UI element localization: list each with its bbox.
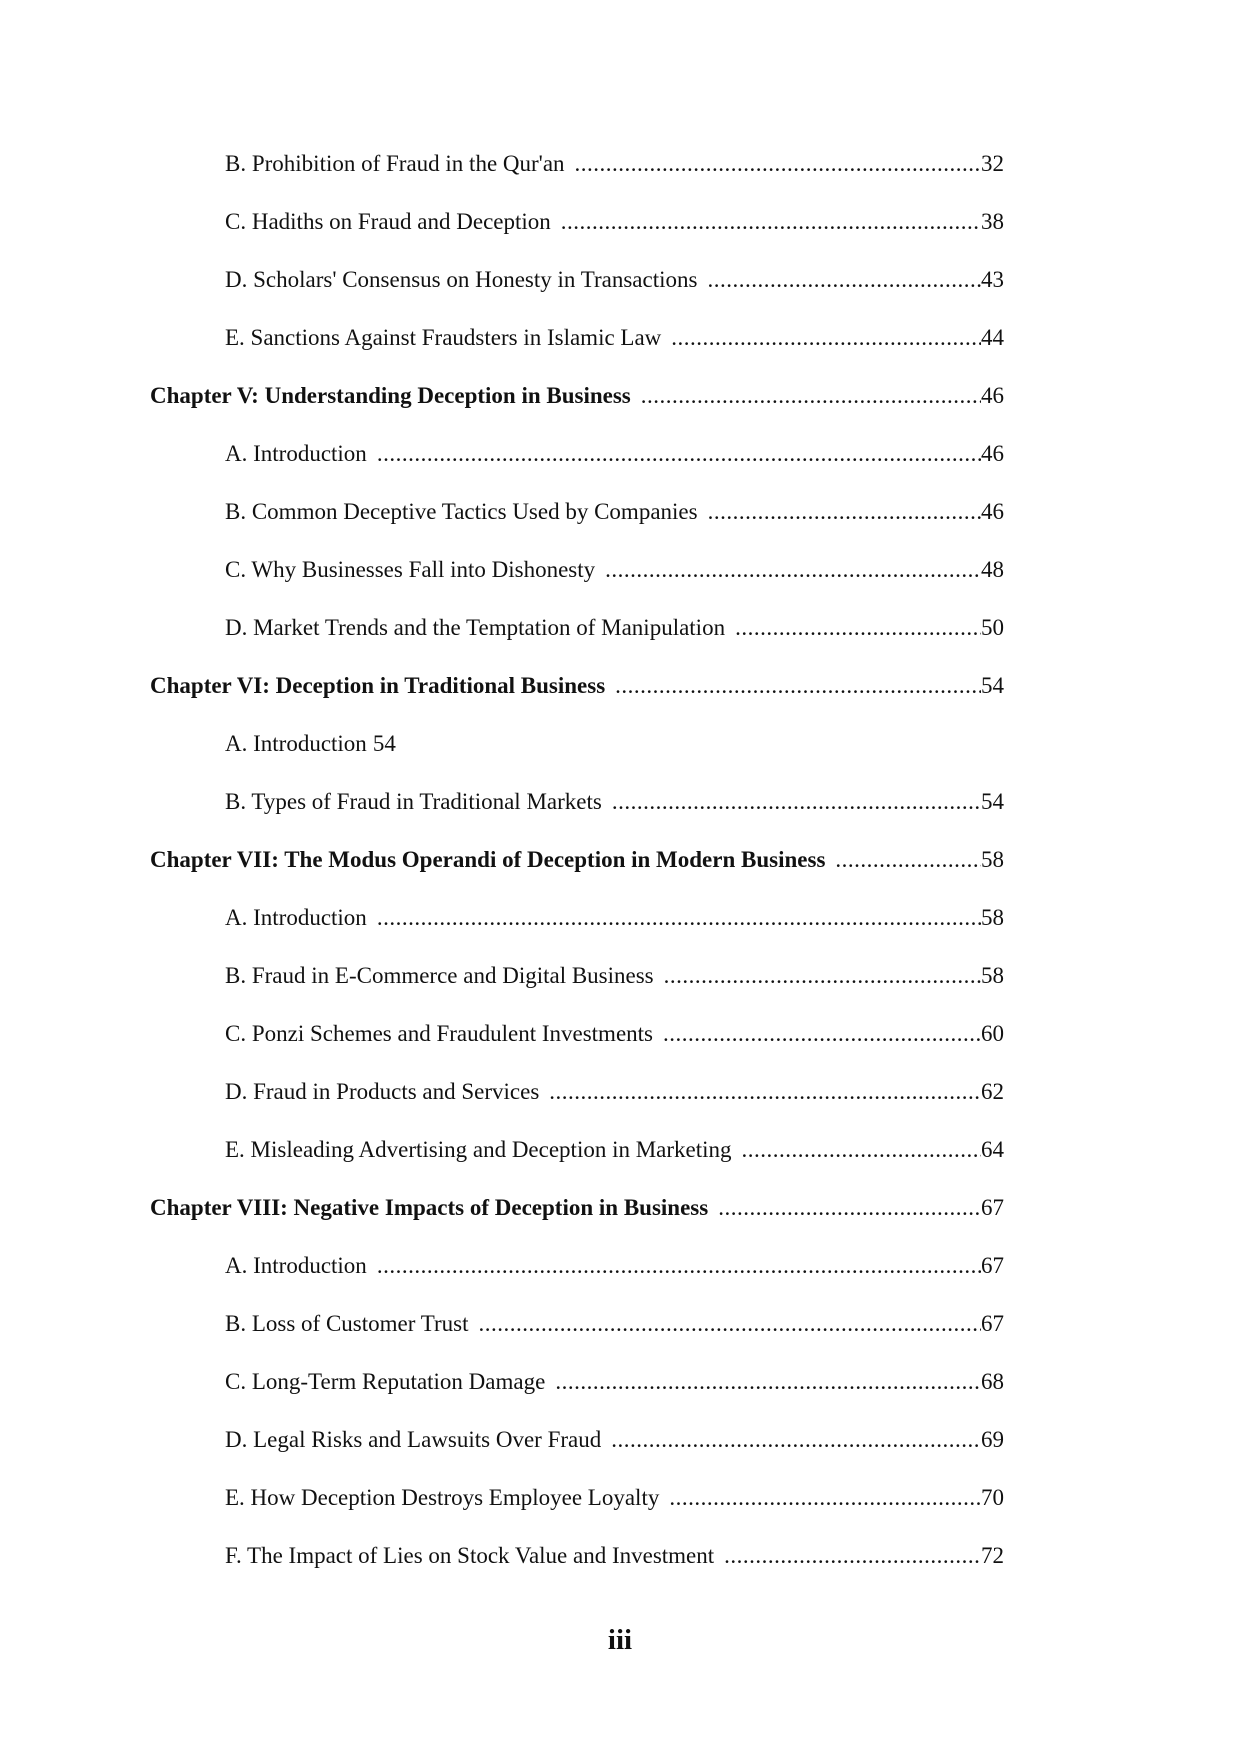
toc-entry-title: B. Loss of Customer Trust	[225, 1311, 469, 1336]
dot-leader	[612, 786, 981, 818]
toc-entry-page: 44	[981, 325, 1004, 350]
toc-entry-page: 46	[981, 383, 1004, 408]
toc-entry-title: B. Types of Fraud in Traditional Markets	[225, 789, 602, 814]
toc-entry	[225, 264, 1004, 296]
dot-leader	[663, 1018, 981, 1050]
dot-leader	[707, 264, 981, 296]
toc-entry-title: A. Introduction	[225, 731, 367, 756]
toc-entry-page: 58	[981, 905, 1004, 930]
toc-entry	[225, 960, 1004, 992]
toc-entry-title: A. Introduction	[225, 1253, 367, 1278]
toc-entry-title: C. Why Businesses Fall into Dishonesty	[225, 557, 596, 582]
toc-entry	[225, 786, 1004, 818]
toc-entry-title: C. Hadiths on Fraud and Deception	[225, 209, 551, 234]
toc-entry	[225, 1366, 1004, 1398]
toc-entry	[225, 438, 1004, 470]
toc-entry-page: 54	[981, 789, 1004, 814]
toc-entry-page: 46	[981, 441, 1004, 466]
toc-entry-title: C. Ponzi Schemes and Fraudulent Investments	[225, 1021, 653, 1046]
toc-entry	[225, 1018, 1004, 1050]
toc-chapter-entry	[150, 380, 1004, 412]
toc-entry-page: 43	[981, 267, 1004, 292]
toc-entry-page: 72	[981, 1543, 1004, 1568]
toc-entry	[225, 554, 1004, 586]
toc-entry-title: E. Sanctions Against Fraudsters in Islamic Law	[225, 325, 662, 350]
toc-entry	[225, 1250, 1004, 1282]
toc-entry	[225, 728, 1004, 760]
toc-entry-title: E. How Deception Destroys Employee Loyalty	[225, 1485, 660, 1510]
toc-entry-title: B. Prohibition of Fraud in the Qur'an	[225, 151, 565, 176]
toc-entry-page: 64	[981, 1137, 1004, 1162]
toc-entry-page: 38	[981, 209, 1004, 234]
toc-entry	[225, 1076, 1004, 1108]
toc-entry-page: 67	[981, 1195, 1004, 1220]
toc-entry-page: 58	[981, 847, 1004, 872]
dot-leader	[671, 322, 981, 354]
toc-entry-page: 46	[981, 499, 1004, 524]
dot-leader	[605, 554, 981, 586]
toc-entry-page: 62	[981, 1079, 1004, 1104]
toc-entry-page: 69	[981, 1427, 1004, 1452]
toc-entry-title: D. Legal Risks and Lawsuits Over Fraud	[225, 1427, 602, 1452]
dot-leader	[641, 380, 981, 412]
dot-leader	[377, 438, 981, 470]
toc-entry-page: 54	[372, 731, 396, 756]
toc-chapter-title: Chapter VIII: Negative Impacts of Deception in Business	[150, 1195, 709, 1220]
toc-entry-page: 58	[981, 963, 1004, 988]
dot-leader	[669, 1482, 981, 1514]
toc-entry-page: 60	[981, 1021, 1004, 1046]
toc-entry-page: 68	[981, 1369, 1004, 1394]
dot-leader	[377, 1250, 981, 1282]
toc-entry-page: 50	[981, 615, 1004, 640]
toc-entry-title: B. Common Deceptive Tactics Used by Companies	[225, 499, 698, 524]
toc-entry-title: B. Fraud in E-Commerce and Digital Business	[225, 963, 654, 988]
toc-chapter-entry	[150, 844, 1004, 876]
toc-entry-title: D. Scholars' Consensus on Honesty in Transactions	[225, 267, 698, 292]
toc-entry-title: F. The Impact of Lies on Stock Value and Investment	[225, 1543, 715, 1568]
dot-leader	[835, 844, 981, 876]
toc-entry-page: 70	[981, 1485, 1004, 1510]
dot-leader	[735, 612, 981, 644]
toc-chapter-entry	[150, 670, 1004, 702]
dot-leader	[664, 960, 981, 992]
toc-entry	[225, 1424, 1004, 1456]
dot-leader	[478, 1308, 981, 1340]
toc-entry	[225, 612, 1004, 644]
toc-entry-title: E. Misleading Advertising and Deception in Marketing	[225, 1137, 732, 1162]
toc-entry	[225, 206, 1004, 238]
dot-leader	[611, 1424, 981, 1456]
toc-entry	[225, 1134, 1004, 1166]
toc-entry-page: 67	[981, 1311, 1004, 1336]
toc-entry-page: 32	[981, 151, 1004, 176]
toc-entry	[225, 1482, 1004, 1514]
dot-leader	[555, 1366, 981, 1398]
dot-leader	[724, 1540, 981, 1572]
toc-entry	[225, 1308, 1004, 1340]
dot-leader	[615, 670, 981, 702]
dot-leader	[377, 902, 981, 934]
toc-entry-title: D. Fraud in Products and Services	[225, 1079, 540, 1104]
dot-leader	[718, 1192, 981, 1224]
dot-leader	[549, 1076, 981, 1108]
toc-entry-title: A. Introduction	[225, 441, 367, 466]
toc-chapter-title: Chapter VII: The Modus Operandi of Deception in Modern Business	[150, 847, 826, 872]
page-number: iii	[607, 1624, 633, 1656]
toc-entry-page: 54	[981, 673, 1004, 698]
toc-chapter-title: Chapter VI: Deception in Traditional Business	[150, 673, 606, 698]
toc-entry-title: A. Introduction	[225, 905, 367, 930]
toc-entry	[225, 902, 1004, 934]
toc-entry-page: 67	[981, 1253, 1004, 1278]
dot-leader	[742, 1134, 981, 1166]
toc-chapter-title: Chapter V: Understanding Deception in Business	[150, 383, 631, 408]
dot-leader	[561, 206, 981, 238]
toc-entry-title: D. Market Trends and the Temptation of Manipulation	[225, 615, 726, 640]
toc-entry	[225, 322, 1004, 354]
toc-entry	[225, 148, 1004, 180]
toc-entry	[225, 1540, 1004, 1572]
dot-leader	[708, 496, 981, 528]
toc-entry-title: C. Long-Term Reputation Damage	[225, 1369, 546, 1394]
toc-entry	[225, 496, 1004, 528]
toc-chapter-entry	[150, 1192, 1004, 1224]
toc-entry-page: 48	[981, 557, 1004, 582]
dot-leader	[575, 148, 981, 180]
